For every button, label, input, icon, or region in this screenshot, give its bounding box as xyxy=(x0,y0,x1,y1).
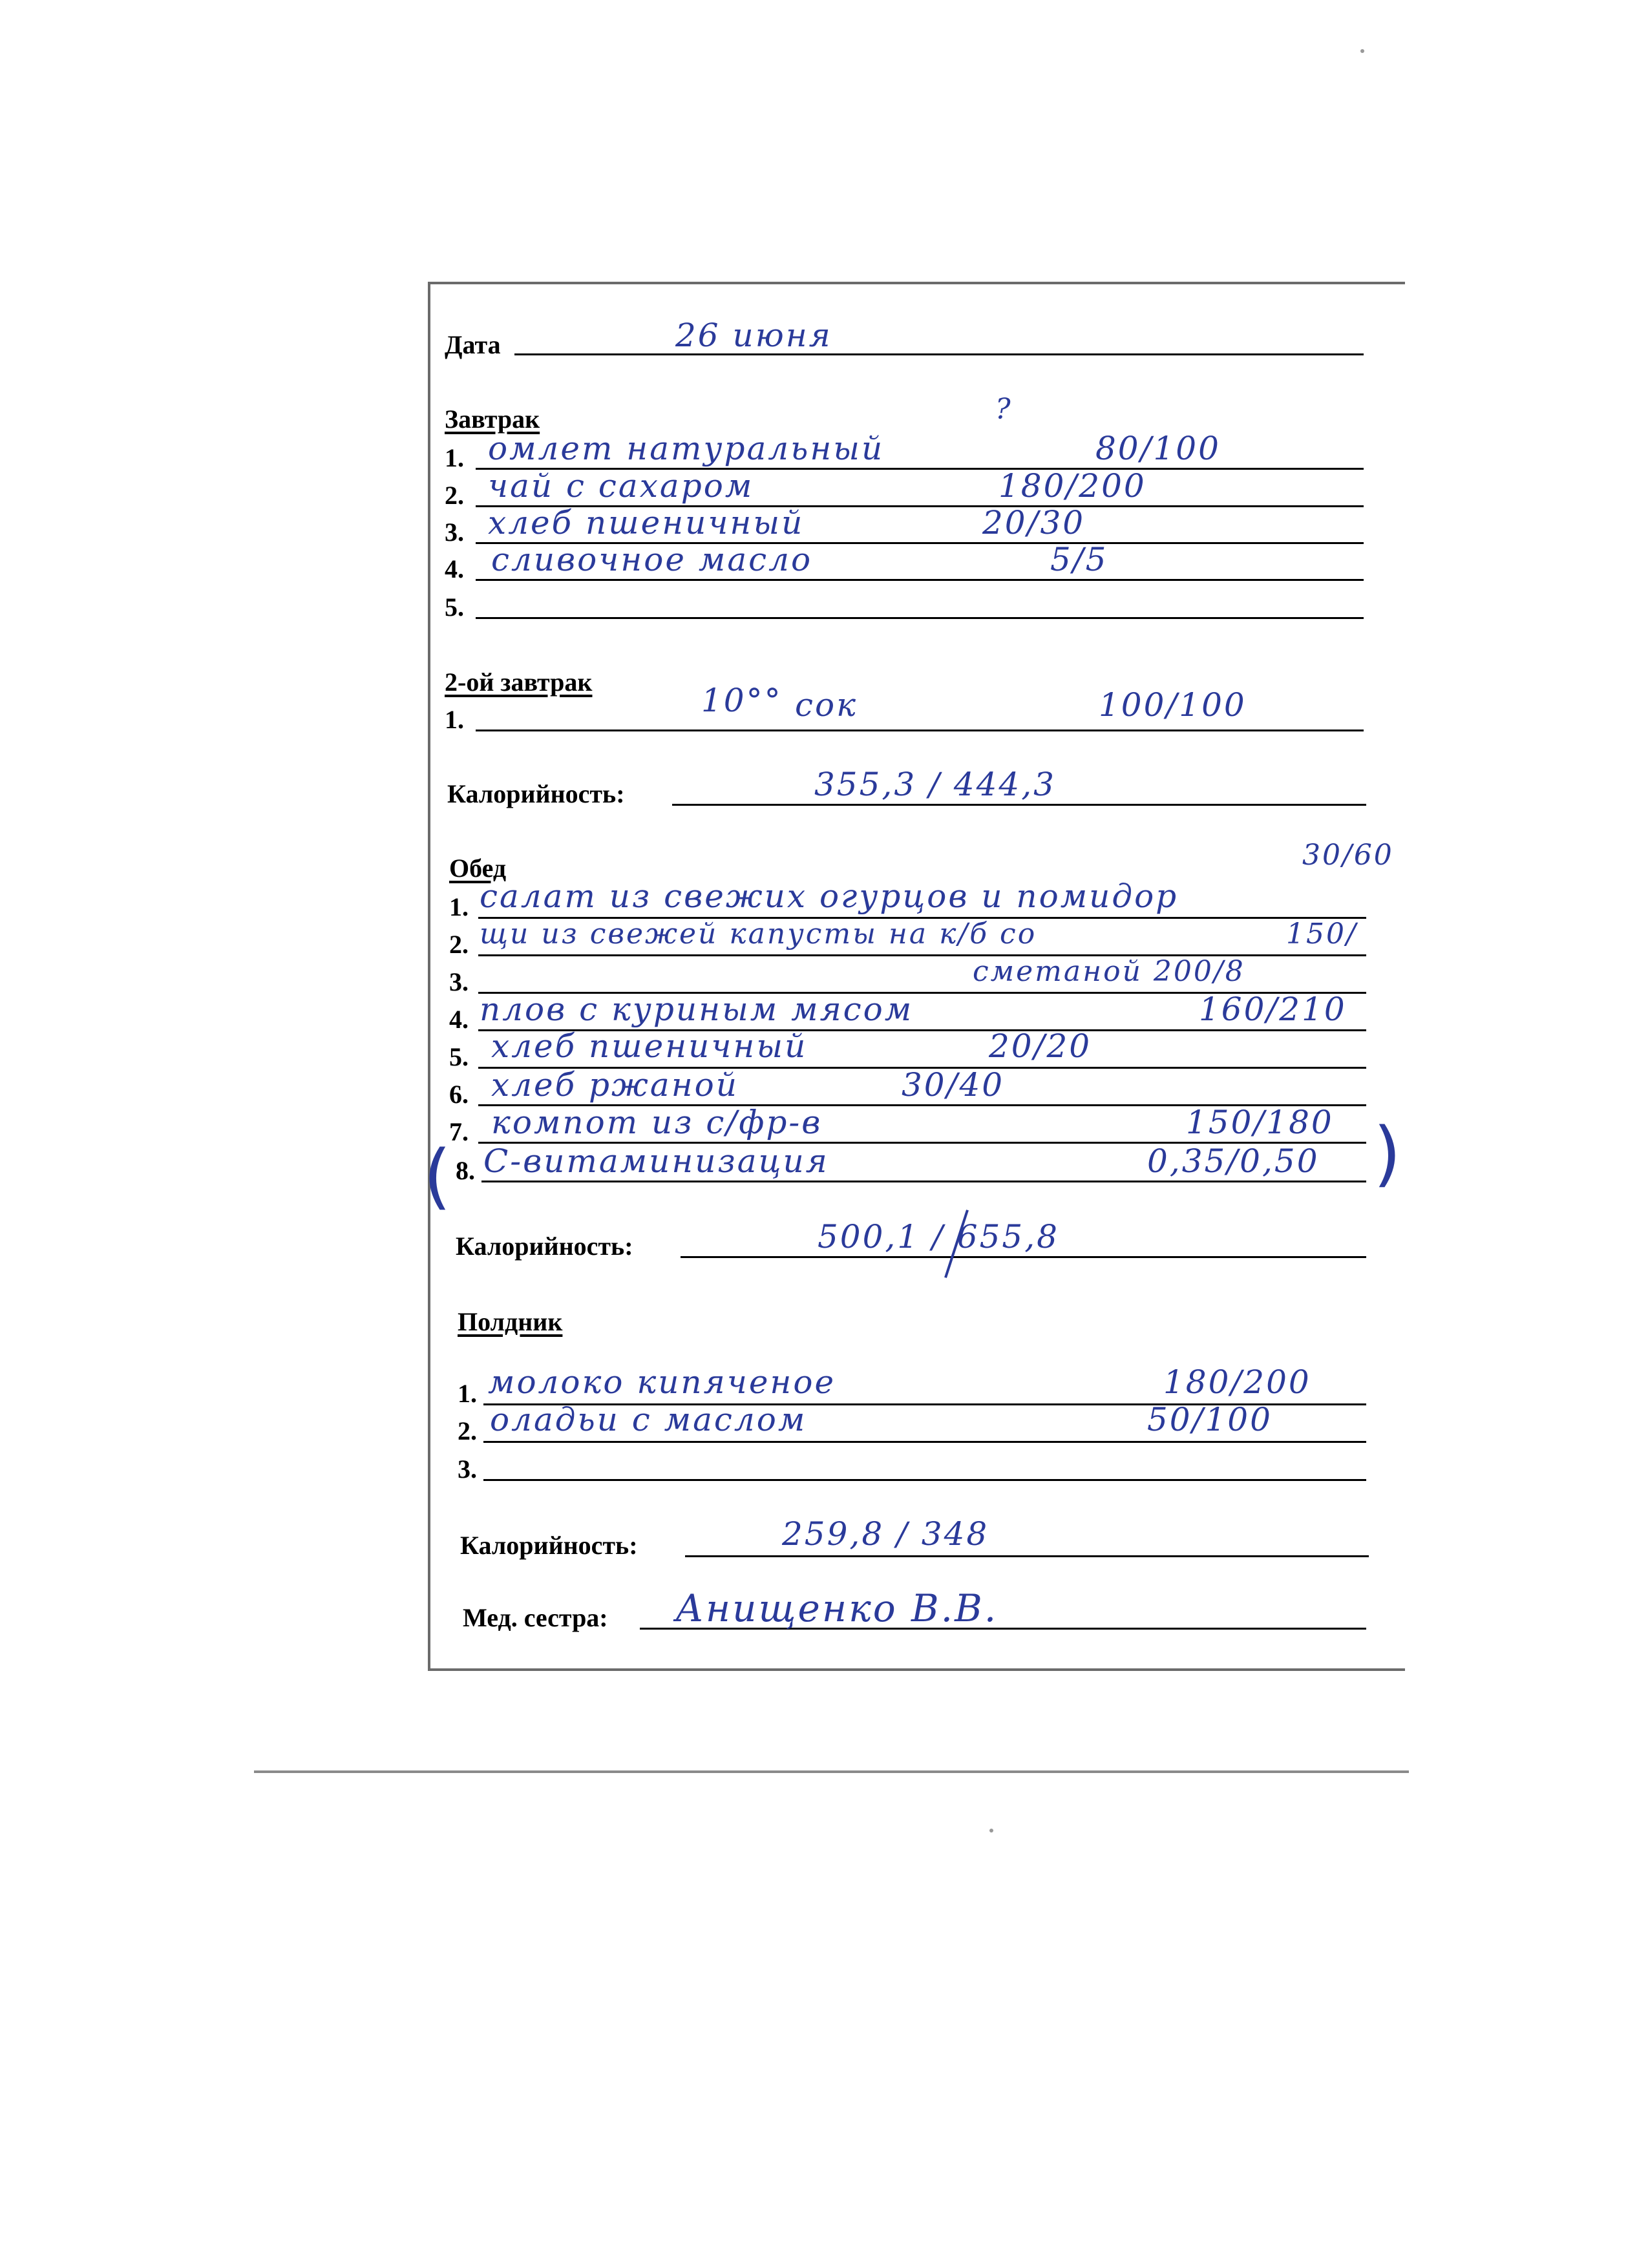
snack-num: 3. xyxy=(458,1454,477,1484)
calories-rule xyxy=(685,1555,1369,1557)
nurse-signature: Анищенко В.В. xyxy=(675,1586,998,1630)
breakfast-rule xyxy=(476,579,1364,581)
scan-speck xyxy=(1360,49,1364,53)
lunch-num: 4. xyxy=(449,1005,469,1034)
lunch-item: хлеб ржаной xyxy=(491,1066,739,1104)
breakfast-num: 1. xyxy=(445,443,464,472)
breakfast-item: хлеб пшеничный xyxy=(488,504,805,541)
snack-num: 1. xyxy=(458,1379,477,1408)
lunch-num: 6. xyxy=(449,1080,469,1109)
lunch-portion: 20/20 xyxy=(989,1027,1092,1065)
breakfast-num: 2. xyxy=(445,481,464,510)
scan-edge-line xyxy=(254,1770,1409,1773)
snack-title: Полдник xyxy=(458,1307,563,1336)
calories-rule xyxy=(672,804,1366,806)
lunch-num: 2. xyxy=(449,930,469,959)
breakfast-item: сливочное масло xyxy=(491,541,813,578)
snack-portion: 50/100 xyxy=(1147,1401,1273,1438)
breakfast-portion: 5/5 xyxy=(1050,541,1108,578)
snack-item: оладьи с маслом xyxy=(490,1401,807,1438)
calories-label: Калорийность: xyxy=(447,779,625,808)
bracket-open: ( xyxy=(423,1135,451,1217)
lunch-item: щи из свежей капусты на к/б со xyxy=(480,918,1037,950)
snack-rule xyxy=(483,1441,1366,1443)
lunch-portion: 160/210 xyxy=(1199,991,1347,1028)
second-breakfast-portion: 100/100 xyxy=(1099,686,1247,724)
lunch-portion: 30/40 xyxy=(902,1066,1005,1104)
lunch-title: Обед xyxy=(449,854,507,883)
lunch-portion: 150/180 xyxy=(1186,1104,1334,1141)
second-breakfast-num: 1. xyxy=(445,705,464,734)
breakfast-portion: 20/30 xyxy=(982,504,1086,541)
snack-item: молоко кипяченое xyxy=(488,1363,836,1401)
lunch-item: салат из свежих огурцов и помидор xyxy=(480,877,1179,915)
calories-snack-value: 259,8 / 348 xyxy=(782,1515,989,1553)
lunch-portion: 150/ xyxy=(1286,918,1358,950)
lunch-item: плов с куриным мясом xyxy=(480,991,914,1028)
lunch-rule xyxy=(481,1181,1366,1182)
snack-portion: 180/200 xyxy=(1163,1363,1311,1401)
breakfast-title: Завтрак xyxy=(445,404,540,434)
lunch-portion: 0,35/0,50 xyxy=(1147,1142,1320,1180)
calories-label: Калорийность: xyxy=(456,1232,633,1261)
date-rule xyxy=(514,353,1364,355)
lunch-top-note: 30/60 xyxy=(1302,839,1394,872)
date-label: Дата xyxy=(445,330,501,359)
breakfast-num: 5. xyxy=(445,593,464,622)
lunch-num: 1. xyxy=(449,892,469,921)
breakfast-num: 4. xyxy=(445,554,464,583)
second-breakfast-title: 2-ой завтрак xyxy=(445,667,593,697)
lunch-num: 3. xyxy=(449,967,469,996)
lunch-item: С-витаминизация xyxy=(483,1142,829,1180)
calories-breakfast-value: 355,3 / 444,3 xyxy=(814,766,1056,803)
breakfast-item: омлет натуральный xyxy=(488,430,885,467)
scan-speck xyxy=(989,1829,993,1832)
lunch-num: 8. xyxy=(456,1156,475,1185)
bracket-close: ) xyxy=(1373,1112,1401,1195)
snack-num: 2. xyxy=(458,1416,477,1445)
nurse-label: Мед. сестра: xyxy=(463,1603,608,1632)
calories-label: Калорийность: xyxy=(460,1531,638,1560)
breakfast-num: 3. xyxy=(445,518,464,547)
calories-rule xyxy=(681,1256,1366,1258)
second-breakfast-time: 10°° xyxy=(701,682,783,719)
second-breakfast-rule xyxy=(476,730,1364,731)
breakfast-portion: 180/200 xyxy=(998,467,1146,505)
lunch-num: 7. xyxy=(449,1117,469,1146)
breakfast-item: чай с сахаром xyxy=(488,467,754,505)
lunch-item: компот из с/фр-в xyxy=(491,1104,823,1141)
date-value: 26 июня xyxy=(675,317,832,354)
second-breakfast-item: сок xyxy=(795,686,858,724)
lunch-item: хлеб пшеничный xyxy=(491,1027,808,1065)
snack-rule xyxy=(483,1479,1366,1481)
breakfast-note: ? xyxy=(995,393,1013,426)
breakfast-rule xyxy=(476,617,1364,619)
lunch-portion: сметаной 200/8 xyxy=(973,955,1245,988)
calories-lunch-value: 500,1 / 655,8 xyxy=(818,1218,1059,1255)
lunch-num: 5. xyxy=(449,1042,469,1071)
breakfast-portion: 80/100 xyxy=(1095,430,1221,467)
